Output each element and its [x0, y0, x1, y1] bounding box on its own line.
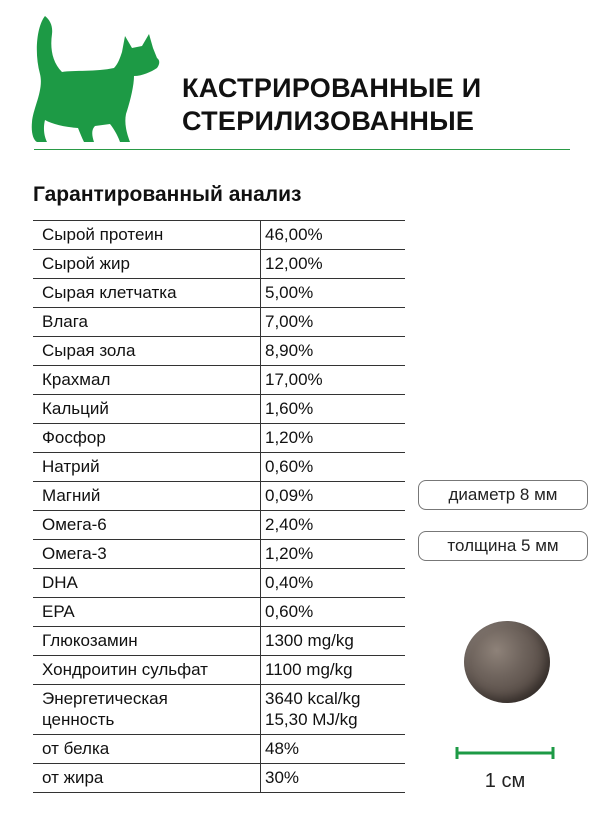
nutrient-name [33, 685, 261, 734]
scale-bar [455, 745, 555, 761]
nutrient-name-line: Энергетическая [42, 689, 168, 708]
nutrient-name-line: Глюкозамин [42, 631, 138, 650]
nutrient-value [261, 395, 405, 423]
table-row [33, 366, 405, 395]
nutrient-value [261, 735, 405, 763]
nutrient-name-line: Хондроитин сульфат [42, 660, 208, 679]
nutrient-value-line: 1,20% [265, 544, 314, 563]
nutrient-value [261, 685, 405, 734]
nutrient-value-line: 2,40% [265, 515, 314, 534]
nutrient-value [261, 279, 405, 307]
table-row [33, 735, 405, 764]
table-row [33, 511, 405, 540]
nutrient-value [261, 250, 405, 278]
nutrient-value [261, 453, 405, 481]
page-title [182, 72, 482, 138]
nutrient-value-line: 17,00% [265, 370, 323, 389]
nutrient-value [261, 511, 405, 539]
table-row [33, 337, 405, 366]
nutrient-value-line: 1,20% [265, 428, 314, 447]
nutrient-name [33, 764, 261, 792]
table-row [33, 395, 405, 424]
nutrient-value-line: 15,30 MJ/kg [265, 710, 358, 729]
nutrient-name-line: Сырая клетчатка [42, 283, 177, 302]
nutrient-name-line: Сырой жир [42, 254, 130, 273]
nutrient-name [33, 656, 261, 684]
nutrient-name [33, 453, 261, 481]
nutrient-value [261, 366, 405, 394]
nutrient-name [33, 482, 261, 510]
nutrient-value-line: 5,00% [265, 283, 314, 302]
nutrient-value [261, 424, 405, 452]
nutrient-value-line: 1300 mg/kg [265, 631, 354, 650]
scale-label: 1 см [484, 770, 526, 792]
nutrient-value [261, 221, 405, 249]
nutrient-value-line: 0,40% [265, 573, 314, 592]
nutrient-value [261, 540, 405, 568]
nutrient-name-line: Влага [42, 312, 88, 331]
nutrient-name [33, 735, 261, 763]
nutrient-name [33, 337, 261, 365]
nutrient-name-line: ценность [42, 710, 115, 729]
table-row [33, 250, 405, 279]
header [0, 0, 602, 150]
nutrient-name [33, 250, 261, 278]
table-row [33, 424, 405, 453]
analysis-table [33, 220, 405, 793]
nutrient-name [33, 308, 261, 336]
divider [34, 149, 570, 150]
table-row [33, 279, 405, 308]
nutrient-name [33, 511, 261, 539]
nutrient-value-line: 12,00% [265, 254, 323, 273]
nutrient-name-line: Кальций [42, 399, 109, 418]
thickness-badge: толщина 5 мм [418, 531, 588, 561]
nutrient-value [261, 569, 405, 597]
nutrient-name-line: EPA [42, 602, 75, 621]
table-row [33, 685, 405, 735]
nutrient-value [261, 308, 405, 336]
nutrient-value-line: 0,09% [265, 486, 314, 505]
table-row [33, 221, 405, 250]
nutrient-name [33, 627, 261, 655]
nutrient-value-line: 8,90% [265, 341, 314, 360]
nutrient-name-line: Фосфор [42, 428, 106, 447]
nutrient-name-line: DHA [42, 573, 78, 592]
nutrient-name-line: Магний [42, 486, 101, 505]
title-line-2: СТЕРИЛИЗОВАННЫЕ [182, 106, 475, 136]
nutrient-name [33, 395, 261, 423]
nutrient-value-line: 1,60% [265, 399, 314, 418]
nutrient-value-line: 0,60% [265, 457, 314, 476]
nutrient-value-line: 46,00% [265, 225, 323, 244]
nutrient-name-line: Натрий [42, 457, 100, 476]
table-row [33, 627, 405, 656]
nutrient-name [33, 598, 261, 626]
nutrient-name [33, 366, 261, 394]
nutrient-name-line: от белка [42, 739, 110, 758]
analysis-title: Гарантированный анализ [33, 183, 302, 206]
nutrient-name [33, 424, 261, 452]
nutrient-name-line: Омега-6 [42, 515, 107, 534]
nutrient-value [261, 482, 405, 510]
title-line-1: КАСТРИРОВАННЫЕ И [182, 73, 482, 103]
nutrient-value-line: 7,00% [265, 312, 314, 331]
kibble-image [464, 621, 550, 703]
nutrient-value-line: 48% [265, 739, 300, 758]
nutrient-name [33, 569, 261, 597]
table-row [33, 764, 405, 793]
table-row [33, 569, 405, 598]
table-row [33, 540, 405, 569]
table-row [33, 308, 405, 337]
nutrient-name-line: Сырой протеин [42, 225, 164, 244]
nutrient-name-line: от жира [42, 768, 104, 787]
nutrient-value [261, 627, 405, 655]
nutrient-name [33, 279, 261, 307]
nutrient-value [261, 598, 405, 626]
nutrient-value [261, 656, 405, 684]
table-row [33, 453, 405, 482]
nutrient-name-line: Крахмал [42, 370, 111, 389]
diameter-badge: диаметр 8 мм [418, 480, 588, 510]
nutrient-value-line: 0,60% [265, 602, 314, 621]
nutrient-value-line: 3640 kcal/kg [265, 689, 361, 708]
nutrient-name-line: Омега-3 [42, 544, 107, 563]
nutrient-value [261, 337, 405, 365]
table-row [33, 598, 405, 627]
table-row [33, 656, 405, 685]
cat-icon [24, 12, 166, 144]
nutrient-name-line: Сырая зола [42, 341, 136, 360]
nutrient-value-line: 1100 mg/kg [265, 660, 353, 679]
nutrient-value-line: 30% [265, 768, 300, 787]
nutrient-name [33, 221, 261, 249]
table-row [33, 482, 405, 511]
nutrient-name [33, 540, 261, 568]
nutrient-value [261, 764, 405, 792]
